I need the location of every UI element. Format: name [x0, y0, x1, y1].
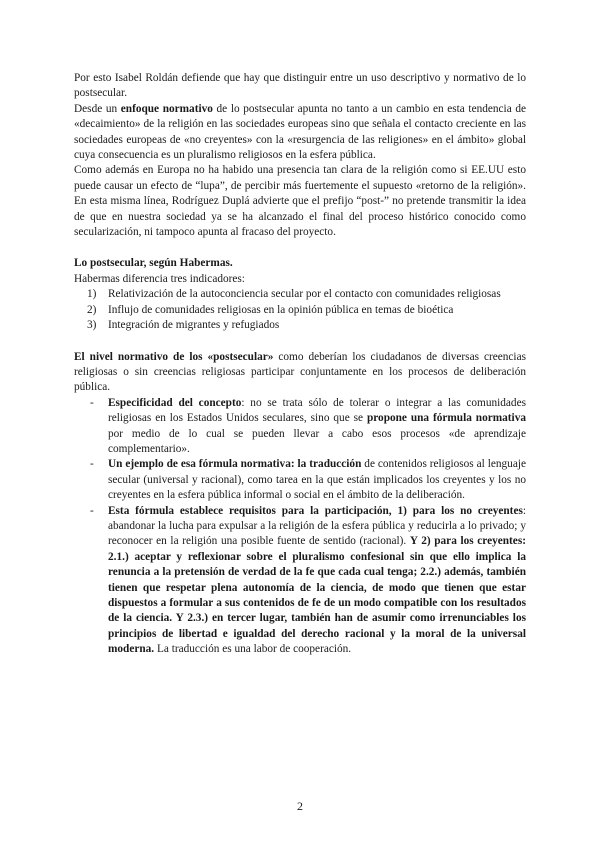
- page-number: 2: [297, 799, 303, 813]
- list-number: 2): [87, 303, 97, 316]
- list-item: [74, 303, 526, 318]
- habermas-intro: Habermas diferencia tres indicadores:: [74, 272, 245, 285]
- list-item-text: Integración de migrantes y refugiados: [108, 319, 280, 332]
- bold-term-normative: enfoque normativo: [120, 102, 213, 115]
- bold-term: propone una fórmula normativa: [366, 412, 526, 425]
- paragraph-normative-level: [74, 350, 526, 396]
- normative-bullets-list: [74, 396, 526, 658]
- document-body: [74, 71, 526, 658]
- list-item: [74, 287, 526, 302]
- list-item: [74, 504, 526, 658]
- list-item: [74, 396, 526, 458]
- list-item: [74, 318, 526, 333]
- dash-marker: -: [90, 504, 94, 517]
- list-item-text: Influjo de comunidades religiosas en la opinión pública en temas de bioética: [108, 303, 454, 316]
- paragraph-normative-approach: [74, 102, 526, 164]
- text-run: La traducción es una labor de cooperación.: [154, 643, 352, 656]
- text-run: como deberían los ciudadanos de diversas creencias religiosas o sin creencias religiosas participar conjuntamente en los procesos de deliberación pública.: [74, 350, 526, 394]
- list-item: [74, 457, 526, 503]
- list-item-text: Relativización de la autoconciencia secular por el contacto con comunidades religiosas: [108, 288, 501, 301]
- bold-term: Especificidad del concepto: [108, 396, 242, 409]
- paragraph-europe-lupa: Como además en Europa no ha habido una presencia tan clara de la religión como si EE.UU esto puede causar un efecto de “lupa”, de percibir más fuertemente el supuesto «retorno de la religión». En esta misma línea, Rodríguez Duplá advierte que el prefijo “post-” no pretende transmitir la idea de que en nuestra sociedad ya se ha alcanzado el final del proceso histórico conocido como secularización, ni tampoco apunta al fracaso del proyecto.: [74, 164, 526, 239]
- dash-marker: -: [90, 458, 94, 471]
- bold-term-normative-level: El nivel normativo de los «postsecular»: [74, 350, 274, 363]
- bold-term: Un ejemplo de esa fórmula normativa: la traducción: [108, 458, 362, 471]
- paragraph-roldan: Por esto Isabel Roldán defiende que hay que distinguir entre un uso descriptivo y normativo de lo postsecular.: [74, 72, 526, 100]
- text-run: de contenidos religiosos al lenguaje secular (universal y racional), como tarea en la que están implicados los creyentes y los no creyentes en la esfera pública informal o social en el ámbito de la deliberación.: [108, 458, 526, 502]
- dash-marker: -: [90, 396, 94, 409]
- bold-term: Esta fórmula establece requisitos para la participación, 1) para los no creyentes: [108, 504, 523, 517]
- list-number: 3): [87, 319, 97, 332]
- bold-term: Y 2) para los creyentes: 2.1.) aceptar y reflexionar sobre el pluralismo confesional sin que ello implica la renuncia a la pretensión de verdad de la fe que cada cual tenga; 2.2.) además, también tienen que respetar plena autonomía de la ciencia, de modo que tienen que estar dispuestos a formular a sus contenidos de fe de un modo compatible con los resultados de la ciencia. Y 2.3.) en tercer lugar, también han de asumir como irrenunciables los principios de libertad e igualdad del derecho racional y la moral de la universal moderna.: [108, 535, 526, 656]
- habermas-indicators-list: [74, 287, 526, 333]
- text-run: : abandonar la lucha para expulsar a la religión de la esfera pública y reducirla a lo privado; y reconocer en la religión una posible fuente de sentido (racional).: [108, 504, 526, 548]
- text-run: de lo postsecular apunta no tanto a un cambio en esta tendencia de «decaimiento» de la religión en las sociedades europeas sino que señala el contacto creciente en las sociedades europeas de «no creyentes» con la «resurgencia de las religiones» en el ámbito» global cuya consecuencia es un pluralismo religiosos en la esfera pública.: [74, 102, 526, 162]
- text-run: por medio de lo cual se pueden llevar a cabo esos procesos «de aprendizaje complementario».: [108, 427, 526, 455]
- text-run: : no se trata sólo de tolerar o integrar a las comunidades religiosas en los Estados Unidos seculares, sino que se: [108, 396, 526, 425]
- list-number: 1): [87, 288, 97, 301]
- text-run: Desde un: [74, 102, 121, 115]
- section-heading-habermas: Lo postsecular, según Habermas.: [74, 257, 233, 270]
